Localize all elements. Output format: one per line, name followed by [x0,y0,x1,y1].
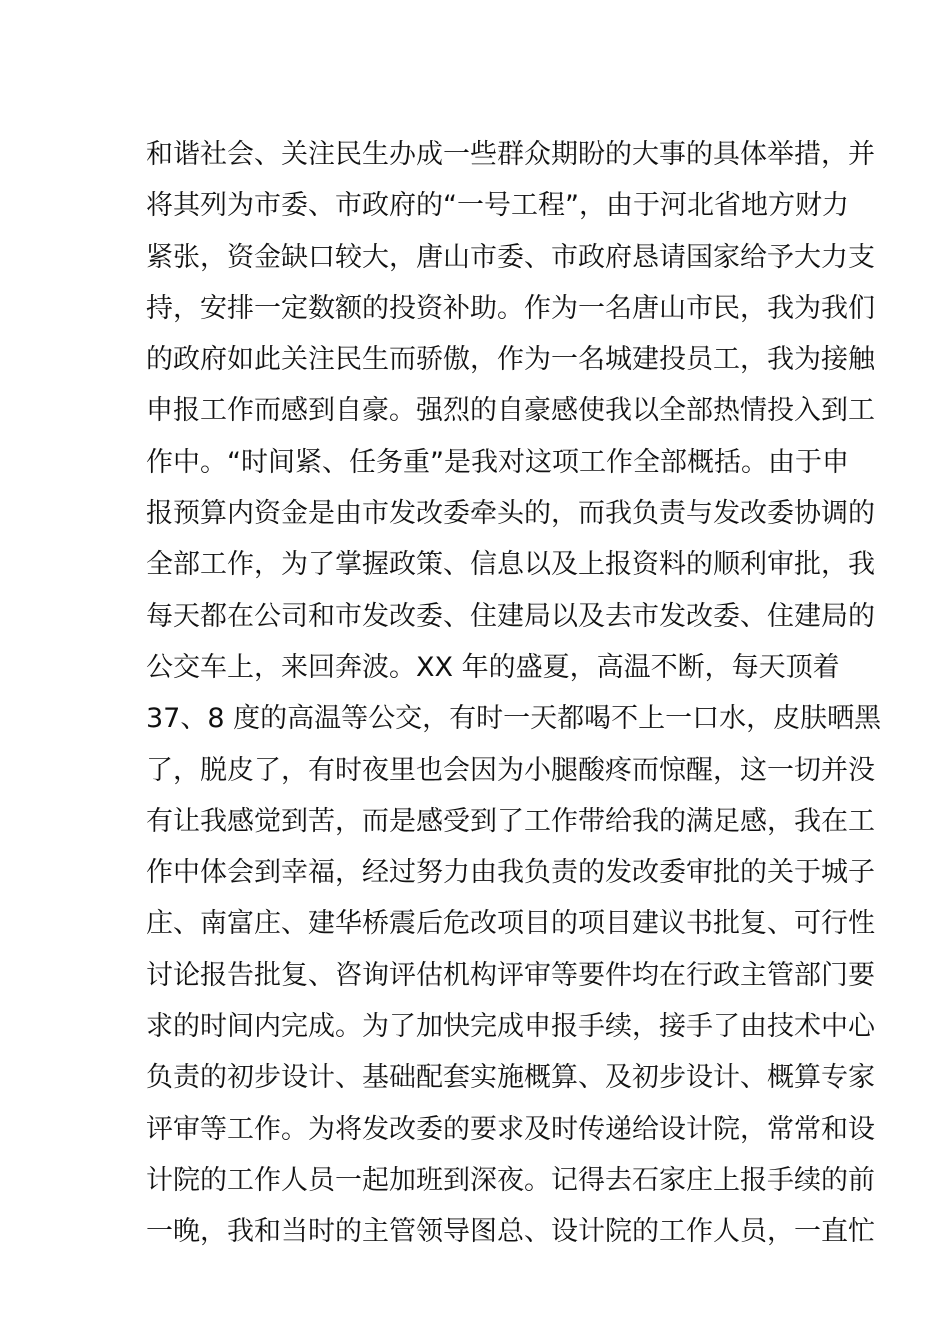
text-line: 37、8 度的高温等公交，有时一天都喝不上一口水，皮肤晒黑 [146,703,882,735]
text-line: 每天都在公司和市发改委、住建局以及去市发改委、住建局的 [146,600,875,632]
text-line: 一晚，我和当时的主管领导图总、设计院的工作人员，一直忙 [146,1216,875,1248]
text-line: 评审等工作。为将发改委的要求及时传递给设计院，常常和设 [146,1113,875,1145]
text-line: 的政府如此关注民生而骄傲，作为一名城建投员工，我为接触 [146,344,875,376]
text-line: 计院的工作人员一起加班到深夜。记得去石家庄上报手续的前 [146,1164,875,1196]
text-line: 负责的初步设计、基础配套实施概算、及初步设计、概算专家 [146,1062,875,1094]
text-line: 将其列为市委、市政府的“一号工程”，由于河北省地方财力 [146,190,849,222]
text-line: 有让我感觉到苦，而是感受到了工作带给我的满足感，我在工 [146,805,875,837]
text-line: 紧张，资金缺口较大，唐山市委、市政府恳请国家给予大力支 [146,241,875,273]
text-line: 讨论报告批复、咨询评估机构评审等要件均在行政主管部门要 [146,959,875,991]
text-line: 求的时间内完成。为了加快完成申报手续，接手了由技术中心 [146,1011,875,1043]
text-line: 作中体会到幸福，经过努力由我负责的发改委审批的关于城子 [146,857,875,889]
text-line: 庄、南富庄、建华桥震后危改项目的项目建议书批复、可行性 [146,908,875,940]
text-line: 全部工作，为了掌握政策、信息以及上报资料的顺利审批，我 [146,549,875,581]
text-line: 持，安排一定数额的投资补助。作为一名唐山市民，我为我们 [146,292,875,324]
text-line: 作中。“时间紧、任务重”是我对这项工作全部概括。由于申 [146,446,849,478]
text-line: 申报工作而感到自豪。强烈的自豪感使我以全部热情投入到工 [146,395,875,427]
text-line: 公交车上，来回奔波。XX 年的盛夏，高温不断，每天顶着 [146,651,840,683]
text-line: 和谐社会、关注民生办成一些群众期盼的大事的具体举措，并 [146,139,875,170]
text-line: 了，脱皮了，有时夜里也会因为小腿酸疼而惊醒，这一切并没 [146,754,875,786]
text-line: 报预算内资金是由市发改委牵头的，而我负责与发改委协调的 [146,498,875,530]
body-text [146,129,882,1258]
